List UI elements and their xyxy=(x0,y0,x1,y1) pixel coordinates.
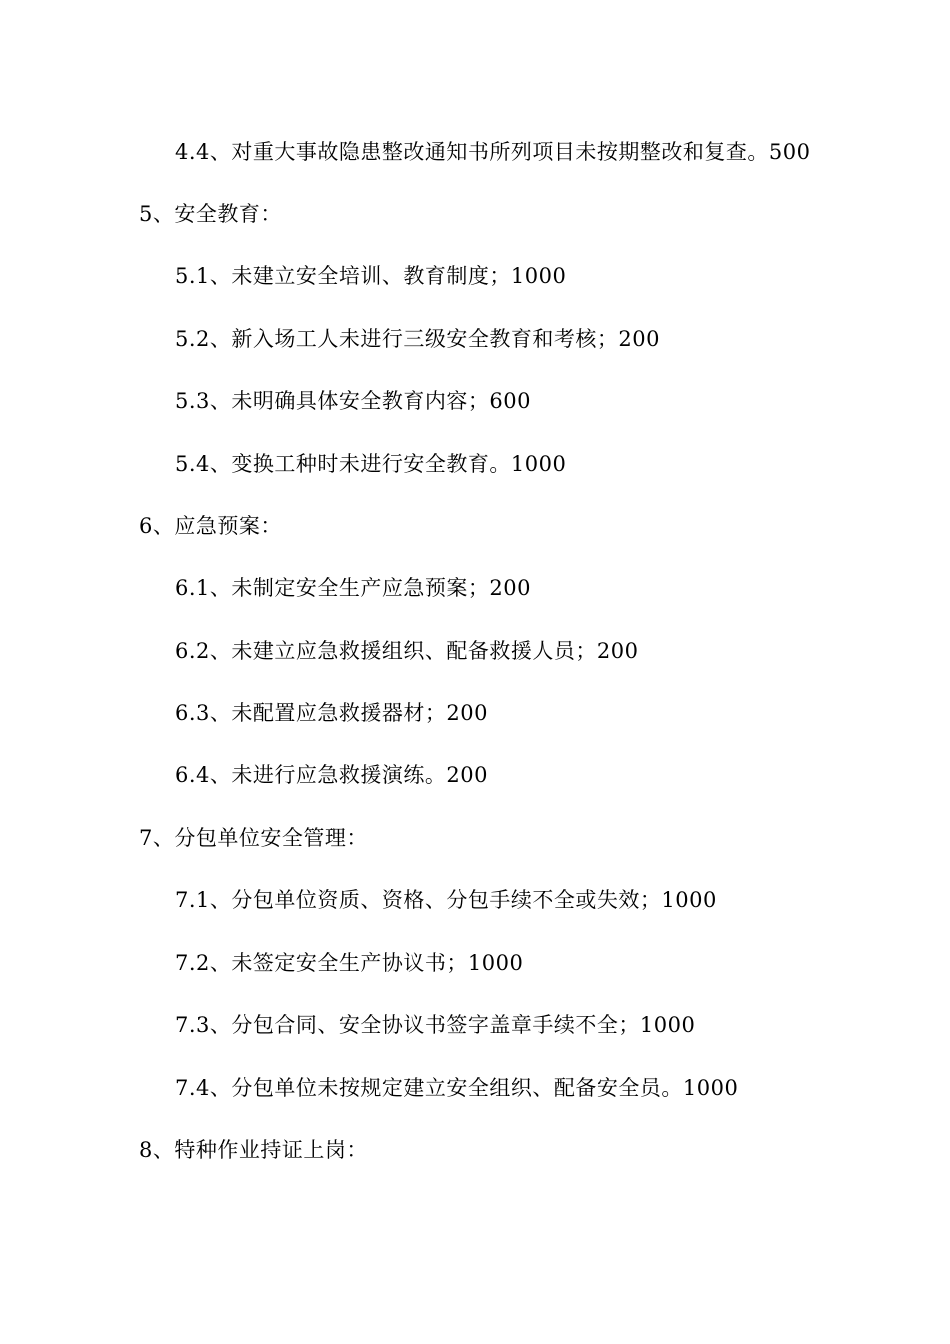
item-7-1: 7.1、分包单位资质、资格、分包手续不全或失效；1000 xyxy=(175,888,717,912)
item-5-1: 5.1、未建立安全培训、教育制度；1000 xyxy=(175,264,567,288)
heading-5: 5、安全教育： xyxy=(139,202,282,226)
item-6-3: 6.3、未配置应急救援器材；200 xyxy=(175,701,488,725)
item-4-4: 4.4、对重大事故隐患整改通知书所列项目未按期整改和复查。500 xyxy=(175,140,811,164)
item-6-1: 6.1、未制定安全生产应急预案；200 xyxy=(175,576,531,600)
heading-7: 7、分包单位安全管理： xyxy=(139,826,368,850)
item-7-3: 7.3、分包合同、安全协议书签字盖章手续不全；1000 xyxy=(175,1013,696,1037)
item-7-4: 7.4、分包单位未按规定建立安全组织、配备安全员。1000 xyxy=(175,1076,739,1100)
heading-8: 8、特种作业持证上岗： xyxy=(139,1138,368,1162)
item-6-2: 6.2、未建立应急救援组织、配备救援人员；200 xyxy=(175,639,639,663)
item-5-2: 5.2、新入场工人未进行三级安全教育和考核；200 xyxy=(175,327,660,351)
item-5-4: 5.4、变换工种时未进行安全教育。1000 xyxy=(175,452,567,476)
heading-6: 6、应急预案： xyxy=(139,514,282,538)
item-7-2: 7.2、未签定安全生产协议书；1000 xyxy=(175,951,524,975)
item-6-4: 6.4、未进行应急救援演练。200 xyxy=(175,763,488,787)
item-5-3: 5.3、未明确具体安全教育内容；600 xyxy=(175,389,531,413)
